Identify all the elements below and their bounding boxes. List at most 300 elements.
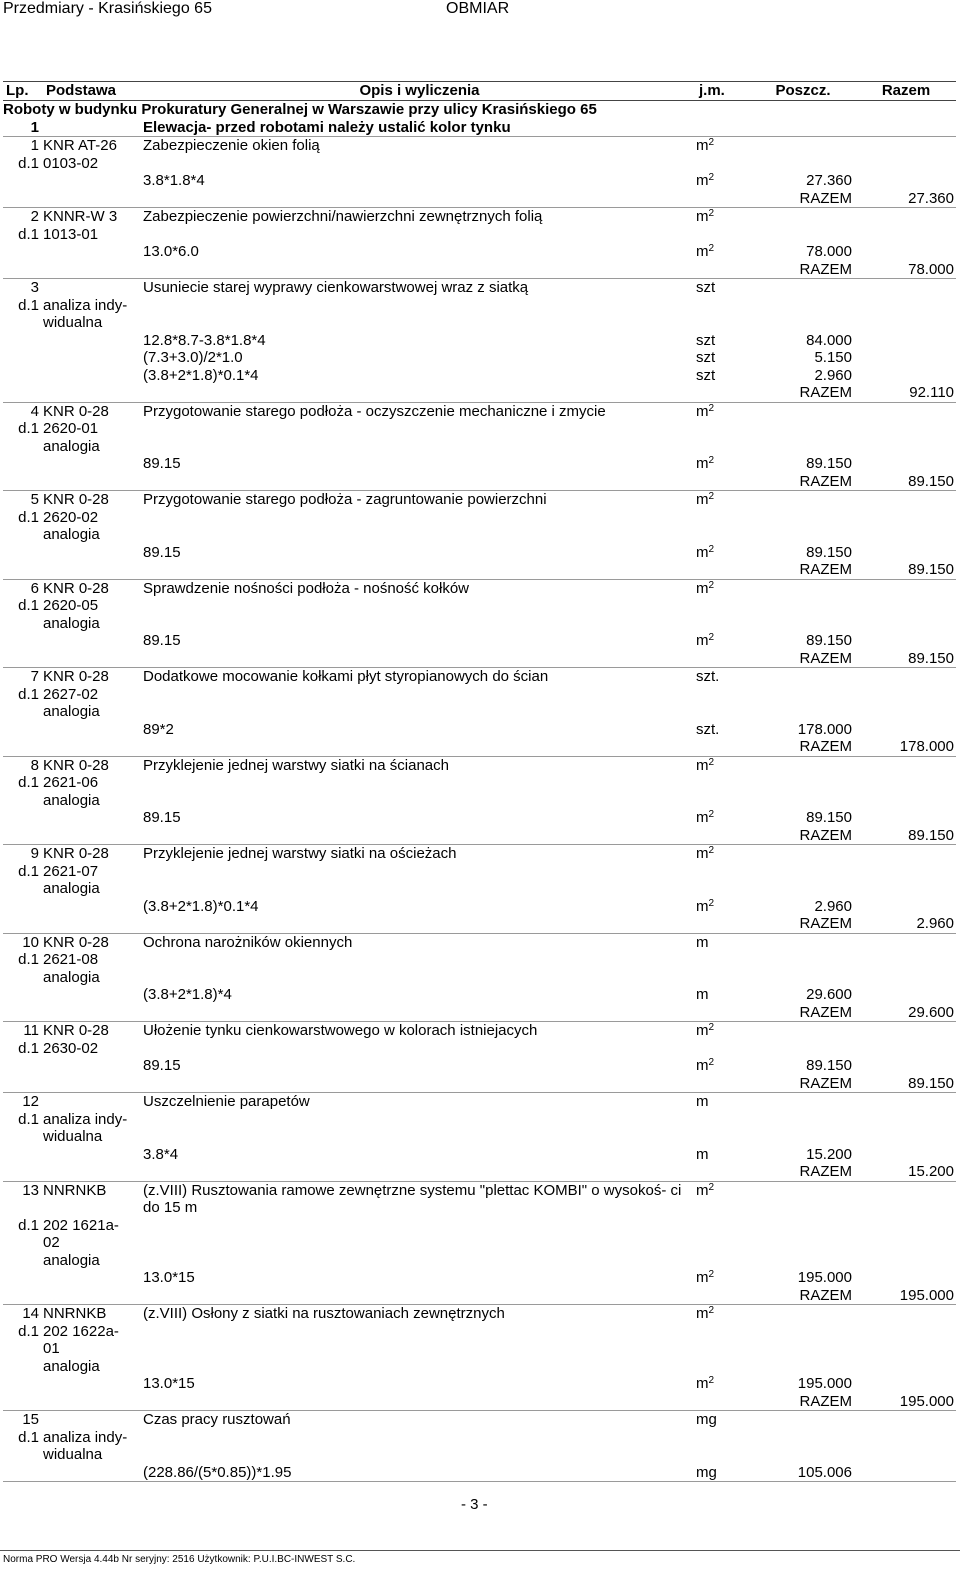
item-razem-empty xyxy=(856,845,956,863)
sum-desc-empty xyxy=(143,384,696,402)
sum-desc-empty xyxy=(143,1004,696,1022)
sum-unit-empty xyxy=(696,1287,750,1305)
table-row xyxy=(3,686,956,704)
sum-label: RAZEM xyxy=(799,1074,852,1092)
sum-total: 89.150 xyxy=(908,561,954,578)
item-basis: 2627-02 xyxy=(43,685,99,703)
sum-label: RAZEM xyxy=(799,915,852,932)
sum-basis-empty xyxy=(43,738,143,756)
item-unit-text: szt xyxy=(696,279,716,296)
item-unit-empty xyxy=(696,155,750,173)
item-unit xyxy=(696,279,750,297)
item-unit xyxy=(696,402,750,420)
calc-basis-empty xyxy=(43,1375,143,1393)
item-description-cont xyxy=(143,155,696,173)
calc-expression: 13.0*15 xyxy=(143,1375,195,1392)
calc-value: 78.000 xyxy=(806,243,852,260)
table-row xyxy=(3,1181,956,1217)
sum-desc-empty xyxy=(143,1393,696,1411)
item-description-cont xyxy=(143,792,696,810)
calc-unit xyxy=(696,455,750,473)
item-description-cont xyxy=(143,597,696,615)
item-unit xyxy=(696,1181,750,1217)
calc-expression: (3.8+2*1.8)*0.1*4 xyxy=(143,897,259,915)
item-poszcz-empty xyxy=(750,863,856,881)
calc-unit-text: m xyxy=(696,809,709,826)
item-basis: 2621-07 xyxy=(43,862,99,880)
sum-label: RAZEM xyxy=(799,738,852,755)
item-basis: analogia xyxy=(43,614,100,632)
calc-value: 29.600 xyxy=(806,986,852,1003)
sum-basis-empty xyxy=(43,827,143,845)
item-description: Przygotowanie starego podłoża - oczyszczenie mechaniczne i zmycie xyxy=(143,402,696,420)
calc-basis-empty xyxy=(43,243,143,261)
calc-row xyxy=(3,898,956,916)
sum-total: 89.150 xyxy=(908,649,954,667)
item-lp xyxy=(3,314,43,332)
sum-basis-empty xyxy=(43,1163,143,1181)
item-razem-empty xyxy=(856,526,956,544)
document-title: Przedmiary - Krasińskiego 65 xyxy=(3,0,212,17)
item-basis: KNR 0-28 xyxy=(43,668,143,686)
item-description-cont xyxy=(143,438,696,456)
sum-basis-empty xyxy=(43,384,143,402)
item-razem-empty xyxy=(856,1093,956,1111)
item-poszcz-empty xyxy=(750,1323,856,1341)
item-basis: 0103-02 xyxy=(43,154,99,172)
item-unit-exponent: 2 xyxy=(708,756,715,768)
calc-unit xyxy=(696,1146,750,1164)
table-row xyxy=(3,1305,956,1323)
item-razem-empty xyxy=(856,208,956,226)
calc-razem-empty xyxy=(856,1057,956,1075)
sum-lp-empty xyxy=(3,650,43,668)
calc-value: 89.150 xyxy=(806,632,852,649)
calc-basis-empty xyxy=(43,986,143,1004)
calc-unit-text: mg xyxy=(696,1463,717,1481)
item-unit-empty xyxy=(696,1217,750,1235)
calc-row xyxy=(3,986,956,1004)
item-razem-empty xyxy=(856,491,956,509)
item-description: Czas pracy rusztowań xyxy=(143,1411,696,1429)
calc-expression: (7.3+3.0)/2*1.0 xyxy=(143,349,243,366)
item-description-cont xyxy=(143,615,696,633)
calc-row xyxy=(3,809,956,827)
calc-razem-empty xyxy=(856,898,956,916)
sum-total: 195.000 xyxy=(899,1392,954,1410)
calc-basis-empty xyxy=(43,1464,143,1482)
calc-unit-text: m xyxy=(696,455,709,472)
section-name: Elewacja- przed robotami należy ustalić kolor tynku xyxy=(143,119,956,137)
sum-basis-empty xyxy=(43,1287,143,1305)
item-unit xyxy=(696,756,750,774)
item-unit-empty xyxy=(696,1429,750,1447)
calc-lp-empty xyxy=(3,986,43,1004)
sum-desc-empty xyxy=(143,473,696,491)
item-poszcz-empty xyxy=(750,1252,856,1270)
sum-unit-empty xyxy=(696,1075,750,1093)
sum-row xyxy=(3,384,956,402)
item-razem-empty xyxy=(856,155,956,173)
item-unit-empty xyxy=(696,951,750,969)
item-poszcz-empty xyxy=(750,951,856,969)
item-description-cont xyxy=(143,703,696,721)
calc-basis-empty xyxy=(43,1146,143,1164)
sum-unit-empty xyxy=(696,827,750,845)
calc-row xyxy=(3,332,956,350)
calc-unit xyxy=(696,1375,750,1393)
item-unit xyxy=(696,491,750,509)
item-unit-empty xyxy=(696,1040,750,1058)
item-poszcz-empty xyxy=(750,297,856,315)
item-unit-exponent: 2 xyxy=(708,137,715,148)
item-basis: analogia xyxy=(43,968,100,986)
item-basis xyxy=(43,279,143,297)
col-lp: Lp. xyxy=(3,82,43,101)
calc-lp-empty xyxy=(3,1057,43,1075)
item-lp: d.1 xyxy=(18,154,39,172)
item-lp: 3 xyxy=(3,279,43,297)
item-unit-empty xyxy=(696,863,750,881)
item-lp: 15 xyxy=(3,1411,43,1429)
calc-unit xyxy=(696,367,750,385)
table-row xyxy=(3,1411,956,1429)
item-description-cont xyxy=(143,1446,696,1464)
calc-lp-empty xyxy=(3,809,43,827)
calc-basis-empty xyxy=(43,367,143,385)
item-unit-text: m xyxy=(696,579,709,597)
item-poszcz-empty xyxy=(750,208,856,226)
item-unit-text: m xyxy=(696,933,709,951)
item-poszcz-empty xyxy=(750,1446,856,1464)
item-poszcz-empty xyxy=(750,137,856,155)
item-razem-empty xyxy=(856,1252,956,1270)
item-poszcz-empty xyxy=(750,597,856,615)
sum-desc-empty xyxy=(143,1287,696,1305)
table-row xyxy=(3,774,956,792)
sum-lp-empty xyxy=(3,1287,43,1305)
item-description: Zabezpieczenie okien folią xyxy=(143,137,320,154)
item-basis: KNR 0-28 xyxy=(43,845,143,863)
calc-lp-empty xyxy=(3,172,43,190)
item-lp: d.1 xyxy=(18,774,39,791)
item-unit-empty xyxy=(696,1358,750,1376)
calc-unit xyxy=(696,1057,750,1075)
item-unit-text: m xyxy=(696,1093,709,1110)
calc-unit-text: m xyxy=(696,632,709,649)
sum-label: RAZEM xyxy=(799,189,852,207)
calc-value: 89.150 xyxy=(806,543,852,561)
calc-value: 2.960 xyxy=(814,366,852,384)
item-poszcz-empty xyxy=(750,1411,856,1429)
item-description-cont xyxy=(143,951,696,969)
item-unit-text: m xyxy=(696,491,709,508)
col-razem: Razem xyxy=(856,82,956,101)
calc-razem-empty xyxy=(856,1375,956,1393)
sum-label: RAZEM xyxy=(799,1286,852,1304)
item-description-cont xyxy=(143,774,696,792)
item-razem-empty xyxy=(856,774,956,792)
table-row xyxy=(3,880,956,898)
item-unit-empty xyxy=(696,597,750,615)
item-poszcz-empty xyxy=(750,1128,856,1146)
item-unit xyxy=(696,137,750,155)
item-description: Dodatkowe mocowanie kołkami płyt styropianowych do ścian xyxy=(143,668,696,686)
item-razem-empty xyxy=(856,597,956,615)
calc-unit-exponent: 2 xyxy=(708,897,715,909)
item-basis: analogia xyxy=(43,526,100,543)
item-lp: 2 xyxy=(3,208,43,226)
sum-basis-empty xyxy=(43,190,143,208)
item-basis: widualna xyxy=(43,314,103,331)
calc-unit xyxy=(696,632,750,650)
sum-unit-empty xyxy=(696,1004,750,1022)
item-basis: NNRNKB xyxy=(43,1181,143,1217)
table-row xyxy=(3,668,956,686)
calc-row xyxy=(3,172,956,190)
calc-value: 195.000 xyxy=(797,1269,852,1286)
item-description-cont xyxy=(143,1128,696,1146)
calc-lp-empty xyxy=(3,1464,43,1482)
calc-razem-empty xyxy=(856,243,956,261)
calc-lp-empty xyxy=(3,898,43,916)
calc-row xyxy=(3,243,956,261)
item-basis: analogia xyxy=(43,791,100,809)
item-basis: analiza indy- xyxy=(43,296,128,314)
item-lp: 14 xyxy=(3,1305,43,1323)
item-description-cont xyxy=(143,314,696,332)
table-row xyxy=(3,845,956,863)
item-lp xyxy=(3,1252,43,1270)
item-poszcz-empty xyxy=(750,1111,856,1129)
calc-lp-empty xyxy=(3,243,43,261)
item-lp: d.1 xyxy=(18,1039,39,1057)
sum-desc-empty xyxy=(143,915,696,933)
calc-unit-exponent: 2 xyxy=(708,543,715,555)
item-description-cont xyxy=(143,686,696,704)
item-unit-empty xyxy=(696,880,750,898)
item-basis: 01 xyxy=(43,1340,60,1357)
item-lp: 12 xyxy=(3,1093,43,1111)
calc-unit-text: m xyxy=(696,1375,709,1392)
item-unit-empty xyxy=(696,1446,750,1464)
item-unit-text: m xyxy=(696,1022,709,1039)
item-description: Przyklejenie jednej warstwy siatki na ścianach xyxy=(143,756,696,774)
sum-unit-empty xyxy=(696,561,750,579)
calc-expression: 3.8*1.8*4 xyxy=(143,172,205,189)
item-lp xyxy=(3,1358,43,1376)
calc-value: 2.960 xyxy=(814,897,852,915)
sum-row xyxy=(3,1004,956,1022)
item-unit-text: m xyxy=(696,402,709,420)
item-poszcz-empty xyxy=(750,703,856,721)
calc-row xyxy=(3,1057,956,1075)
sum-lp-empty xyxy=(3,561,43,579)
item-unit-exponent: 2 xyxy=(708,491,715,502)
calc-value: 178.000 xyxy=(797,720,852,738)
calc-row xyxy=(3,349,956,367)
item-basis: KNR 0-28 xyxy=(43,402,143,420)
item-basis: 2630-02 xyxy=(43,1039,99,1057)
sum-row xyxy=(3,561,956,579)
calc-row xyxy=(3,1146,956,1164)
sum-row xyxy=(3,650,956,668)
item-basis: KNR 0-28 xyxy=(43,756,143,774)
item-basis: 2621-08 xyxy=(43,951,99,968)
item-description: Ułożenie tynku cienkowarstwowego w kolorach istniejacych xyxy=(143,1022,696,1040)
item-razem-empty xyxy=(856,402,956,420)
measurement-table xyxy=(3,81,956,1482)
calc-expression: 89*2 xyxy=(143,720,174,738)
calc-basis-empty xyxy=(43,632,143,650)
item-unit-exponent: 2 xyxy=(708,1181,715,1193)
item-unit-empty xyxy=(696,969,750,987)
calc-basis-empty xyxy=(43,1057,143,1075)
calc-unit-text: szt xyxy=(696,331,716,349)
item-razem-empty xyxy=(856,756,956,774)
item-unit-text: mg xyxy=(696,1411,717,1428)
table-row xyxy=(3,1252,956,1270)
item-razem-empty xyxy=(856,1340,956,1358)
item-basis: 202 1621a- xyxy=(43,1216,119,1234)
item-razem-empty xyxy=(856,880,956,898)
sum-total: 78.000 xyxy=(908,260,954,278)
table-row xyxy=(3,703,956,721)
item-unit-exponent: 2 xyxy=(708,579,715,591)
sum-label: RAZEM xyxy=(799,384,852,401)
item-unit-empty xyxy=(696,509,750,527)
calc-razem-empty xyxy=(856,1464,956,1482)
report-type: OBMIAR xyxy=(446,0,510,17)
sum-unit-empty xyxy=(696,473,750,491)
item-poszcz-empty xyxy=(750,438,856,456)
item-description: Ochrona narożników okiennych xyxy=(143,933,696,951)
calc-basis-empty xyxy=(43,809,143,827)
table-row xyxy=(3,615,956,633)
item-razem-empty xyxy=(856,703,956,721)
item-lp: d.1 xyxy=(18,508,39,526)
table-row xyxy=(3,1323,956,1341)
item-poszcz-empty xyxy=(750,579,856,597)
table-header xyxy=(3,82,956,101)
sum-unit-empty xyxy=(696,650,750,668)
calc-row xyxy=(3,1375,956,1393)
item-razem-empty xyxy=(856,615,956,633)
calc-basis-empty xyxy=(43,898,143,916)
table-row xyxy=(3,1358,956,1376)
item-lp: d.1 xyxy=(18,862,39,880)
sum-label: RAZEM xyxy=(799,472,852,490)
item-poszcz-empty xyxy=(750,933,856,951)
calc-razem-empty xyxy=(856,332,956,350)
item-unit-empty xyxy=(696,1234,750,1252)
table-row xyxy=(3,1022,956,1040)
calc-razem-empty xyxy=(856,632,956,650)
calc-unit-text: m xyxy=(696,986,709,1003)
calc-unit-text: m xyxy=(696,1145,709,1163)
item-poszcz-empty xyxy=(750,509,856,527)
calc-unit xyxy=(696,349,750,367)
sum-lp-empty xyxy=(3,1393,43,1411)
calc-lp-empty xyxy=(3,367,43,385)
item-description-cont xyxy=(143,969,696,987)
item-poszcz-empty xyxy=(750,1429,856,1447)
table-row xyxy=(3,1093,956,1111)
item-razem-empty xyxy=(856,933,956,951)
calc-unit-text: m xyxy=(696,172,709,189)
sum-desc-empty xyxy=(143,261,696,279)
calc-razem-empty xyxy=(856,172,956,190)
table-row xyxy=(3,1429,956,1447)
calc-lp-empty xyxy=(3,632,43,650)
calc-unit-text: m xyxy=(696,897,709,915)
item-razem-empty xyxy=(856,1323,956,1341)
calc-lp-empty xyxy=(3,1146,43,1164)
item-unit-empty xyxy=(696,438,750,456)
item-unit-empty xyxy=(696,314,750,332)
calc-unit-exponent: 2 xyxy=(708,455,715,466)
item-unit xyxy=(696,1093,750,1111)
item-unit xyxy=(696,668,750,686)
item-unit-text: m xyxy=(696,137,709,154)
calc-basis-empty xyxy=(43,455,143,473)
calc-lp-empty xyxy=(3,349,43,367)
item-unit-exponent: 2 xyxy=(708,845,715,856)
item-lp xyxy=(3,1340,43,1358)
item-lp: 4 xyxy=(3,402,43,420)
calc-row xyxy=(3,632,956,650)
item-description-cont xyxy=(143,420,696,438)
calc-expression: 89.15 xyxy=(143,632,181,649)
calc-unit xyxy=(696,986,750,1004)
item-description: Sprawdzenie nośności podłoża - nośność kołków xyxy=(143,579,696,597)
sum-desc-empty xyxy=(143,561,696,579)
calc-razem-empty xyxy=(856,544,956,562)
sum-total: 89.150 xyxy=(908,1074,954,1092)
item-unit-empty xyxy=(696,420,750,438)
calc-lp-empty xyxy=(3,455,43,473)
project-title: Roboty w budynku Prokuratury Generalnej w Warszawie przy ulicy Krasińskiego 65 xyxy=(3,101,597,118)
calc-value: 89.150 xyxy=(806,809,852,826)
sum-label: RAZEM xyxy=(799,1392,852,1410)
calc-row xyxy=(3,1269,956,1287)
item-lp: d.1 xyxy=(18,1322,39,1340)
table-row xyxy=(3,579,956,597)
item-basis: 2620-02 xyxy=(43,508,99,526)
item-basis: widualna xyxy=(43,1446,103,1463)
sum-basis-empty xyxy=(43,915,143,933)
item-description: Zabezpieczenie powierzchni/nawierzchni zewnętrznych folią xyxy=(143,208,696,226)
calc-unit-exponent: 2 xyxy=(708,1057,715,1068)
sum-total: 92.110 xyxy=(909,384,954,401)
item-razem-empty xyxy=(856,1181,956,1217)
table-row xyxy=(3,863,956,881)
calc-value: 27.360 xyxy=(806,172,852,189)
calc-basis-empty xyxy=(43,721,143,739)
table-row xyxy=(3,526,956,544)
col-opis: Opis i wyliczenia xyxy=(143,82,696,101)
item-unit-empty xyxy=(696,792,750,810)
item-unit-empty xyxy=(696,1128,750,1146)
item-lp: 8 xyxy=(3,756,43,774)
item-lp: d.1 xyxy=(18,225,39,243)
sum-row xyxy=(3,1287,956,1305)
item-razem-empty xyxy=(856,686,956,704)
item-razem-empty xyxy=(856,579,956,597)
table-row xyxy=(3,314,956,332)
item-lp xyxy=(3,438,43,456)
item-lp: d.1 xyxy=(18,951,39,968)
